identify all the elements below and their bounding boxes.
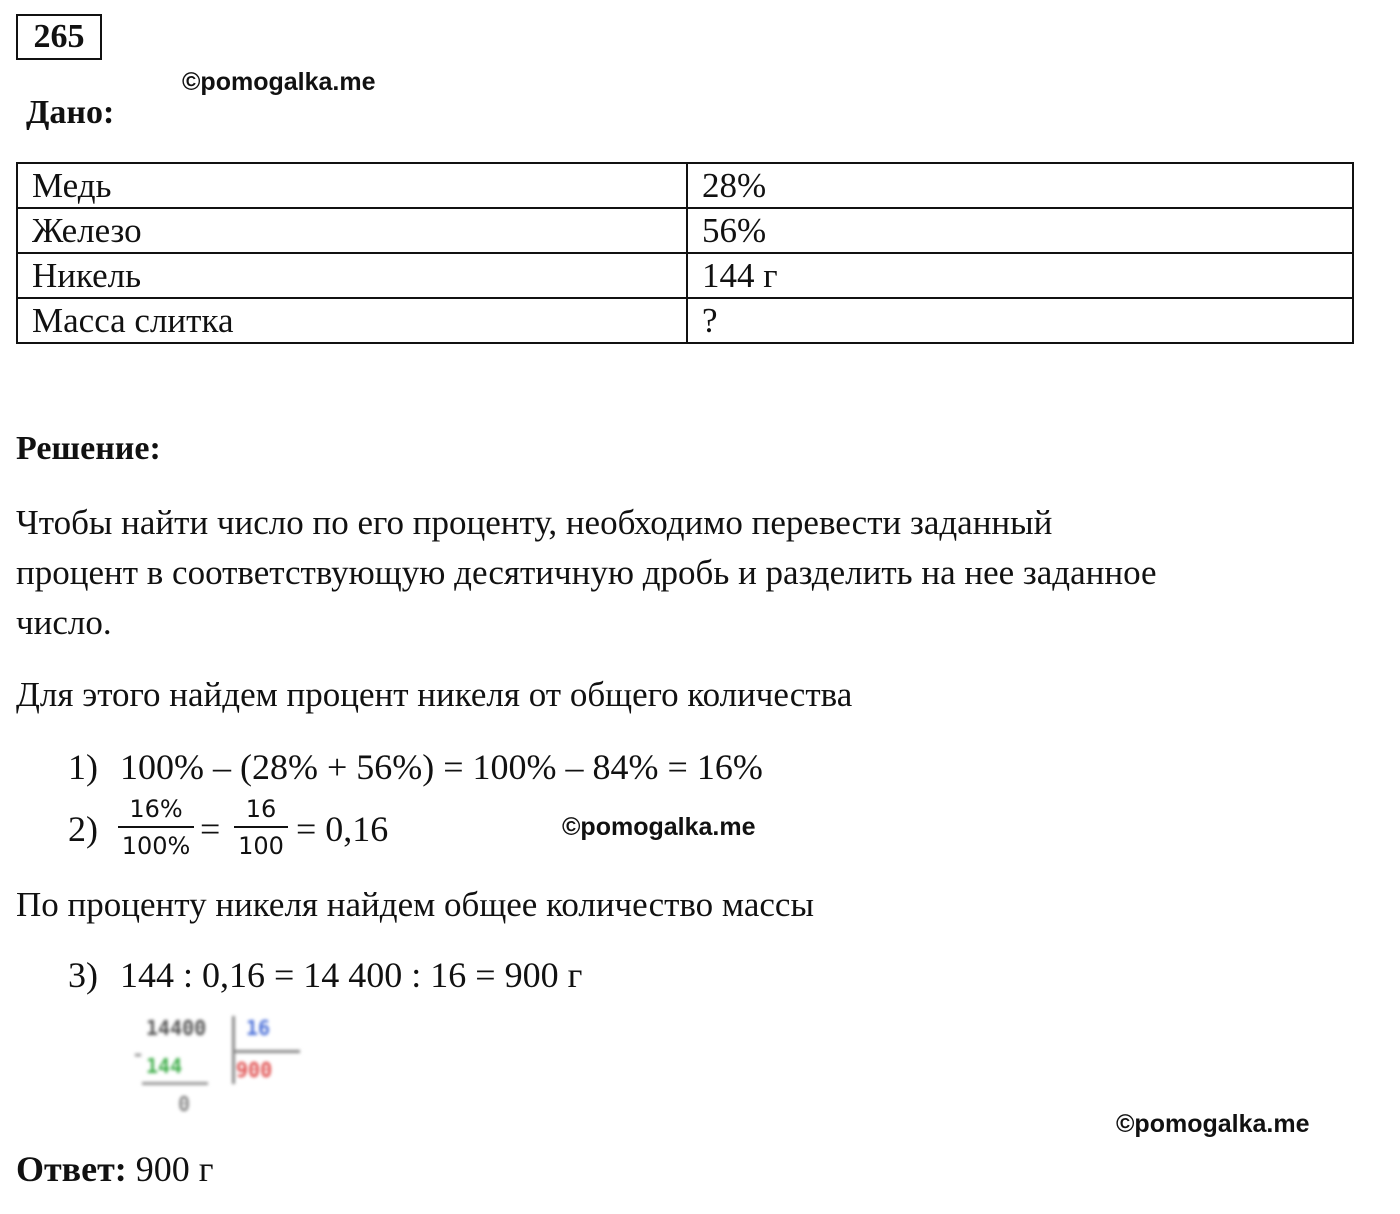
step3-intro: По проценту никеля найдем общее количество массы [16, 885, 814, 924]
table-row [17, 253, 1353, 298]
division-minus-sign: - [132, 1042, 145, 1066]
step-intro: Для этого найдем процент никеля от общего количества [16, 675, 853, 714]
intro-line-3: число. [16, 603, 112, 642]
step3-expression: 144 : 0,16 = 14 400 : 16 = 900 г [120, 955, 583, 995]
fraction-denominator: 100% [121, 832, 191, 860]
fraction-numerator: 16 [245, 795, 277, 823]
fraction-16-over-100 [234, 794, 288, 862]
table-row [17, 163, 1353, 208]
division-horizontal-bar [232, 1050, 300, 1053]
table-cell-value: 56% [687, 208, 1353, 253]
step1-label: 1) [68, 747, 98, 787]
division-dividend: 14400 [146, 1016, 207, 1040]
watermark-bottom: ©pomogalka.me [1116, 1110, 1310, 1138]
table-cell-label: Медь [17, 163, 687, 208]
long-division-sketch [128, 1012, 308, 1122]
fraction-16-percent [118, 794, 194, 862]
table-cell-value: 144 г [687, 253, 1353, 298]
fraction-bar [234, 826, 288, 828]
step2-label: 2) [68, 809, 98, 849]
step1-expression: 100% – (28% + 56%) = 100% – 84% = 16% [120, 747, 763, 787]
table-cell-value: ? [687, 298, 1353, 343]
table-row [17, 208, 1353, 253]
given-heading: Дано: [26, 94, 115, 131]
table-row [17, 298, 1353, 343]
watermark-top: ©pomogalka.me [182, 68, 376, 96]
division-remainder: 0 [178, 1092, 191, 1116]
division-subtract: 144 [146, 1054, 183, 1078]
answer-line [16, 1148, 214, 1190]
table-cell-value: 28% [687, 163, 1353, 208]
division-quotient: 900 [236, 1058, 273, 1082]
solution-heading: Решение: [16, 430, 161, 467]
answer-value: 900 г [135, 1149, 214, 1189]
fraction-numerator: 16% [129, 795, 183, 823]
fraction-bar [118, 826, 194, 828]
answer-label: Ответ: [16, 1149, 127, 1189]
fraction-denominator: 100 [238, 832, 284, 860]
step2-equals: = [200, 809, 221, 849]
table-cell-label: Никель [17, 253, 687, 298]
watermark-middle: ©pomogalka.me [562, 813, 756, 841]
task-number: 265 [16, 14, 102, 60]
division-underline [142, 1082, 208, 1085]
division-divisor: 16 [246, 1016, 271, 1040]
intro-line-1: Чтобы найти число по его проценту, необходимо перевести заданный [16, 503, 1053, 542]
given-table [16, 162, 1354, 344]
table-cell-label: Железо [17, 208, 687, 253]
step3-label: 3) [68, 955, 98, 995]
table-cell-label: Масса слитка [17, 298, 687, 343]
step2-result: = 0,16 [296, 809, 389, 849]
intro-line-2: процент в соответствующую десятичную дробь и разделить на нее заданное [16, 553, 1157, 592]
